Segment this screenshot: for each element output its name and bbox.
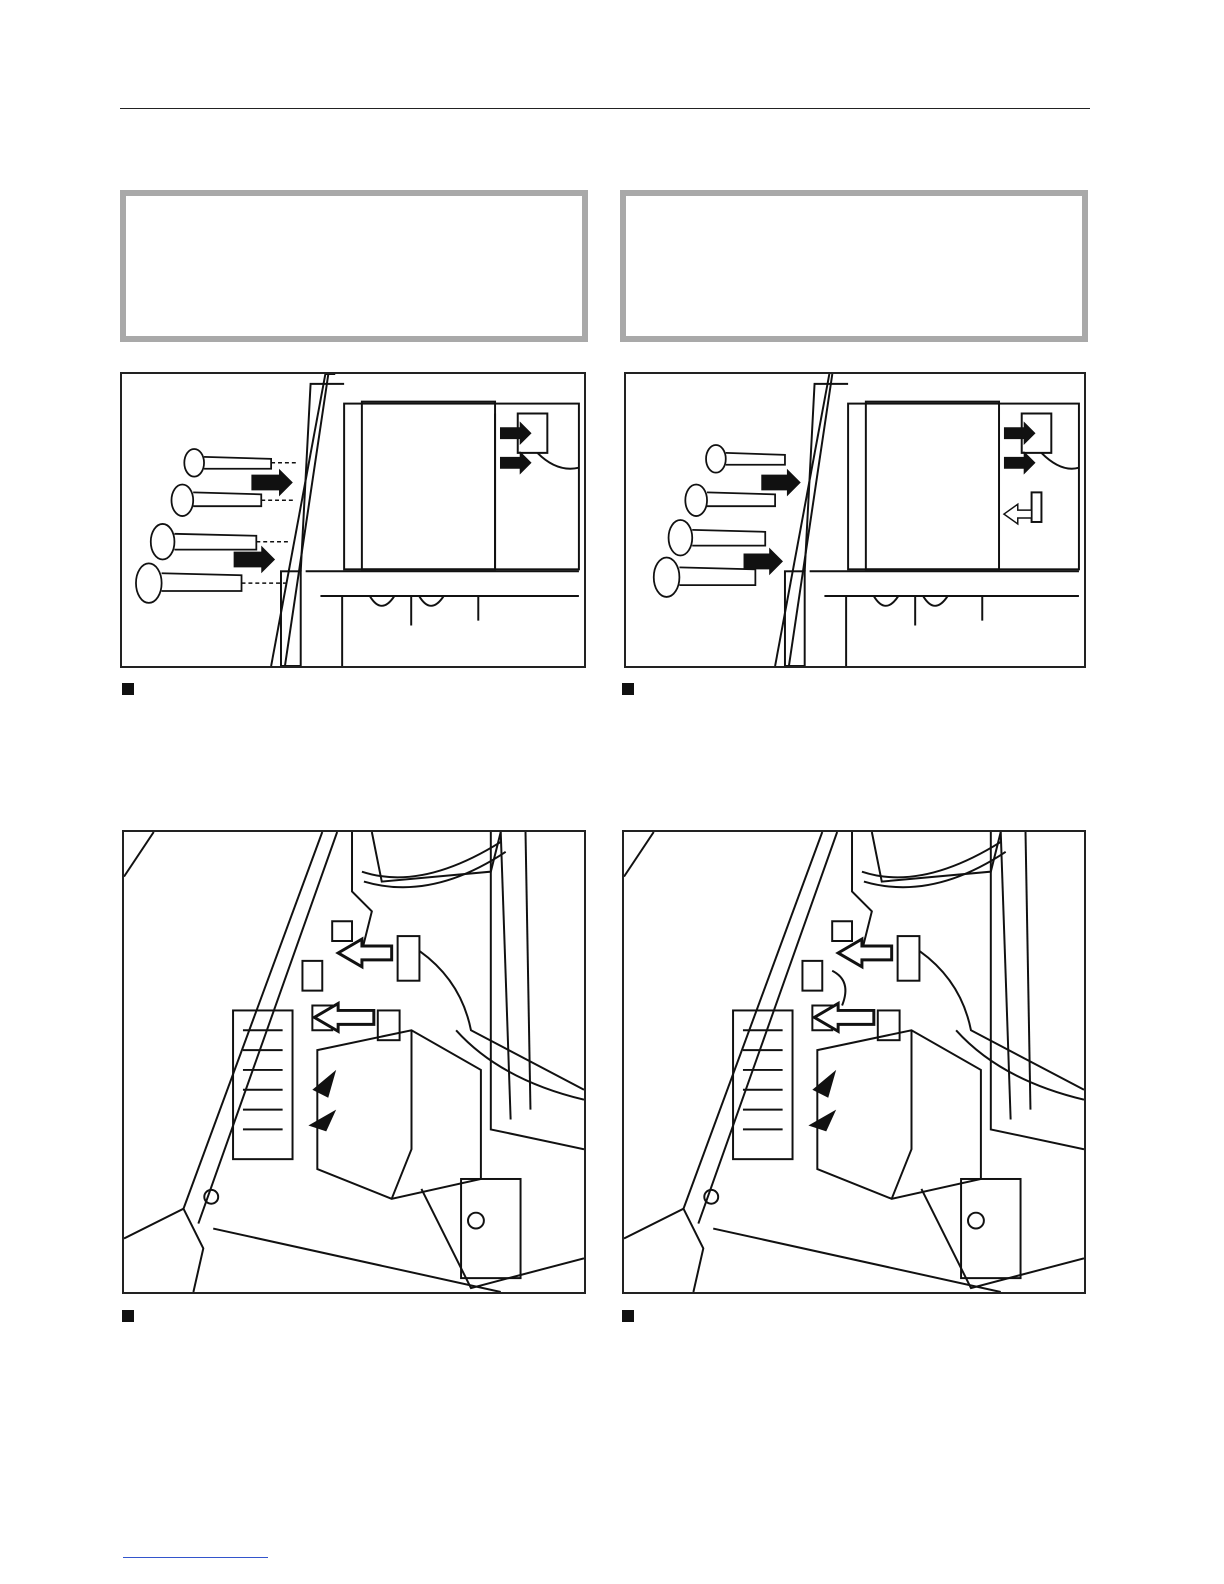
figure-screws-left: [120, 372, 586, 668]
header-rule: [120, 108, 1090, 109]
figure-screws-right: [624, 372, 1086, 668]
step-bullet: [622, 683, 634, 695]
note-box-left: [120, 190, 588, 342]
step-bullet: [122, 1310, 134, 1322]
step-bullet: [622, 1310, 634, 1322]
connectors-illustration: [124, 832, 584, 1292]
footer-link-underline[interactable]: [123, 1557, 268, 1558]
screws-illustration: [626, 374, 1084, 666]
figure-connectors-left: [122, 830, 586, 1294]
figure-connectors-right: [622, 830, 1086, 1294]
connectors-illustration: [624, 832, 1084, 1292]
screws-illustration: [122, 374, 584, 666]
step-bullet: [122, 683, 134, 695]
note-box-right: [620, 190, 1088, 342]
